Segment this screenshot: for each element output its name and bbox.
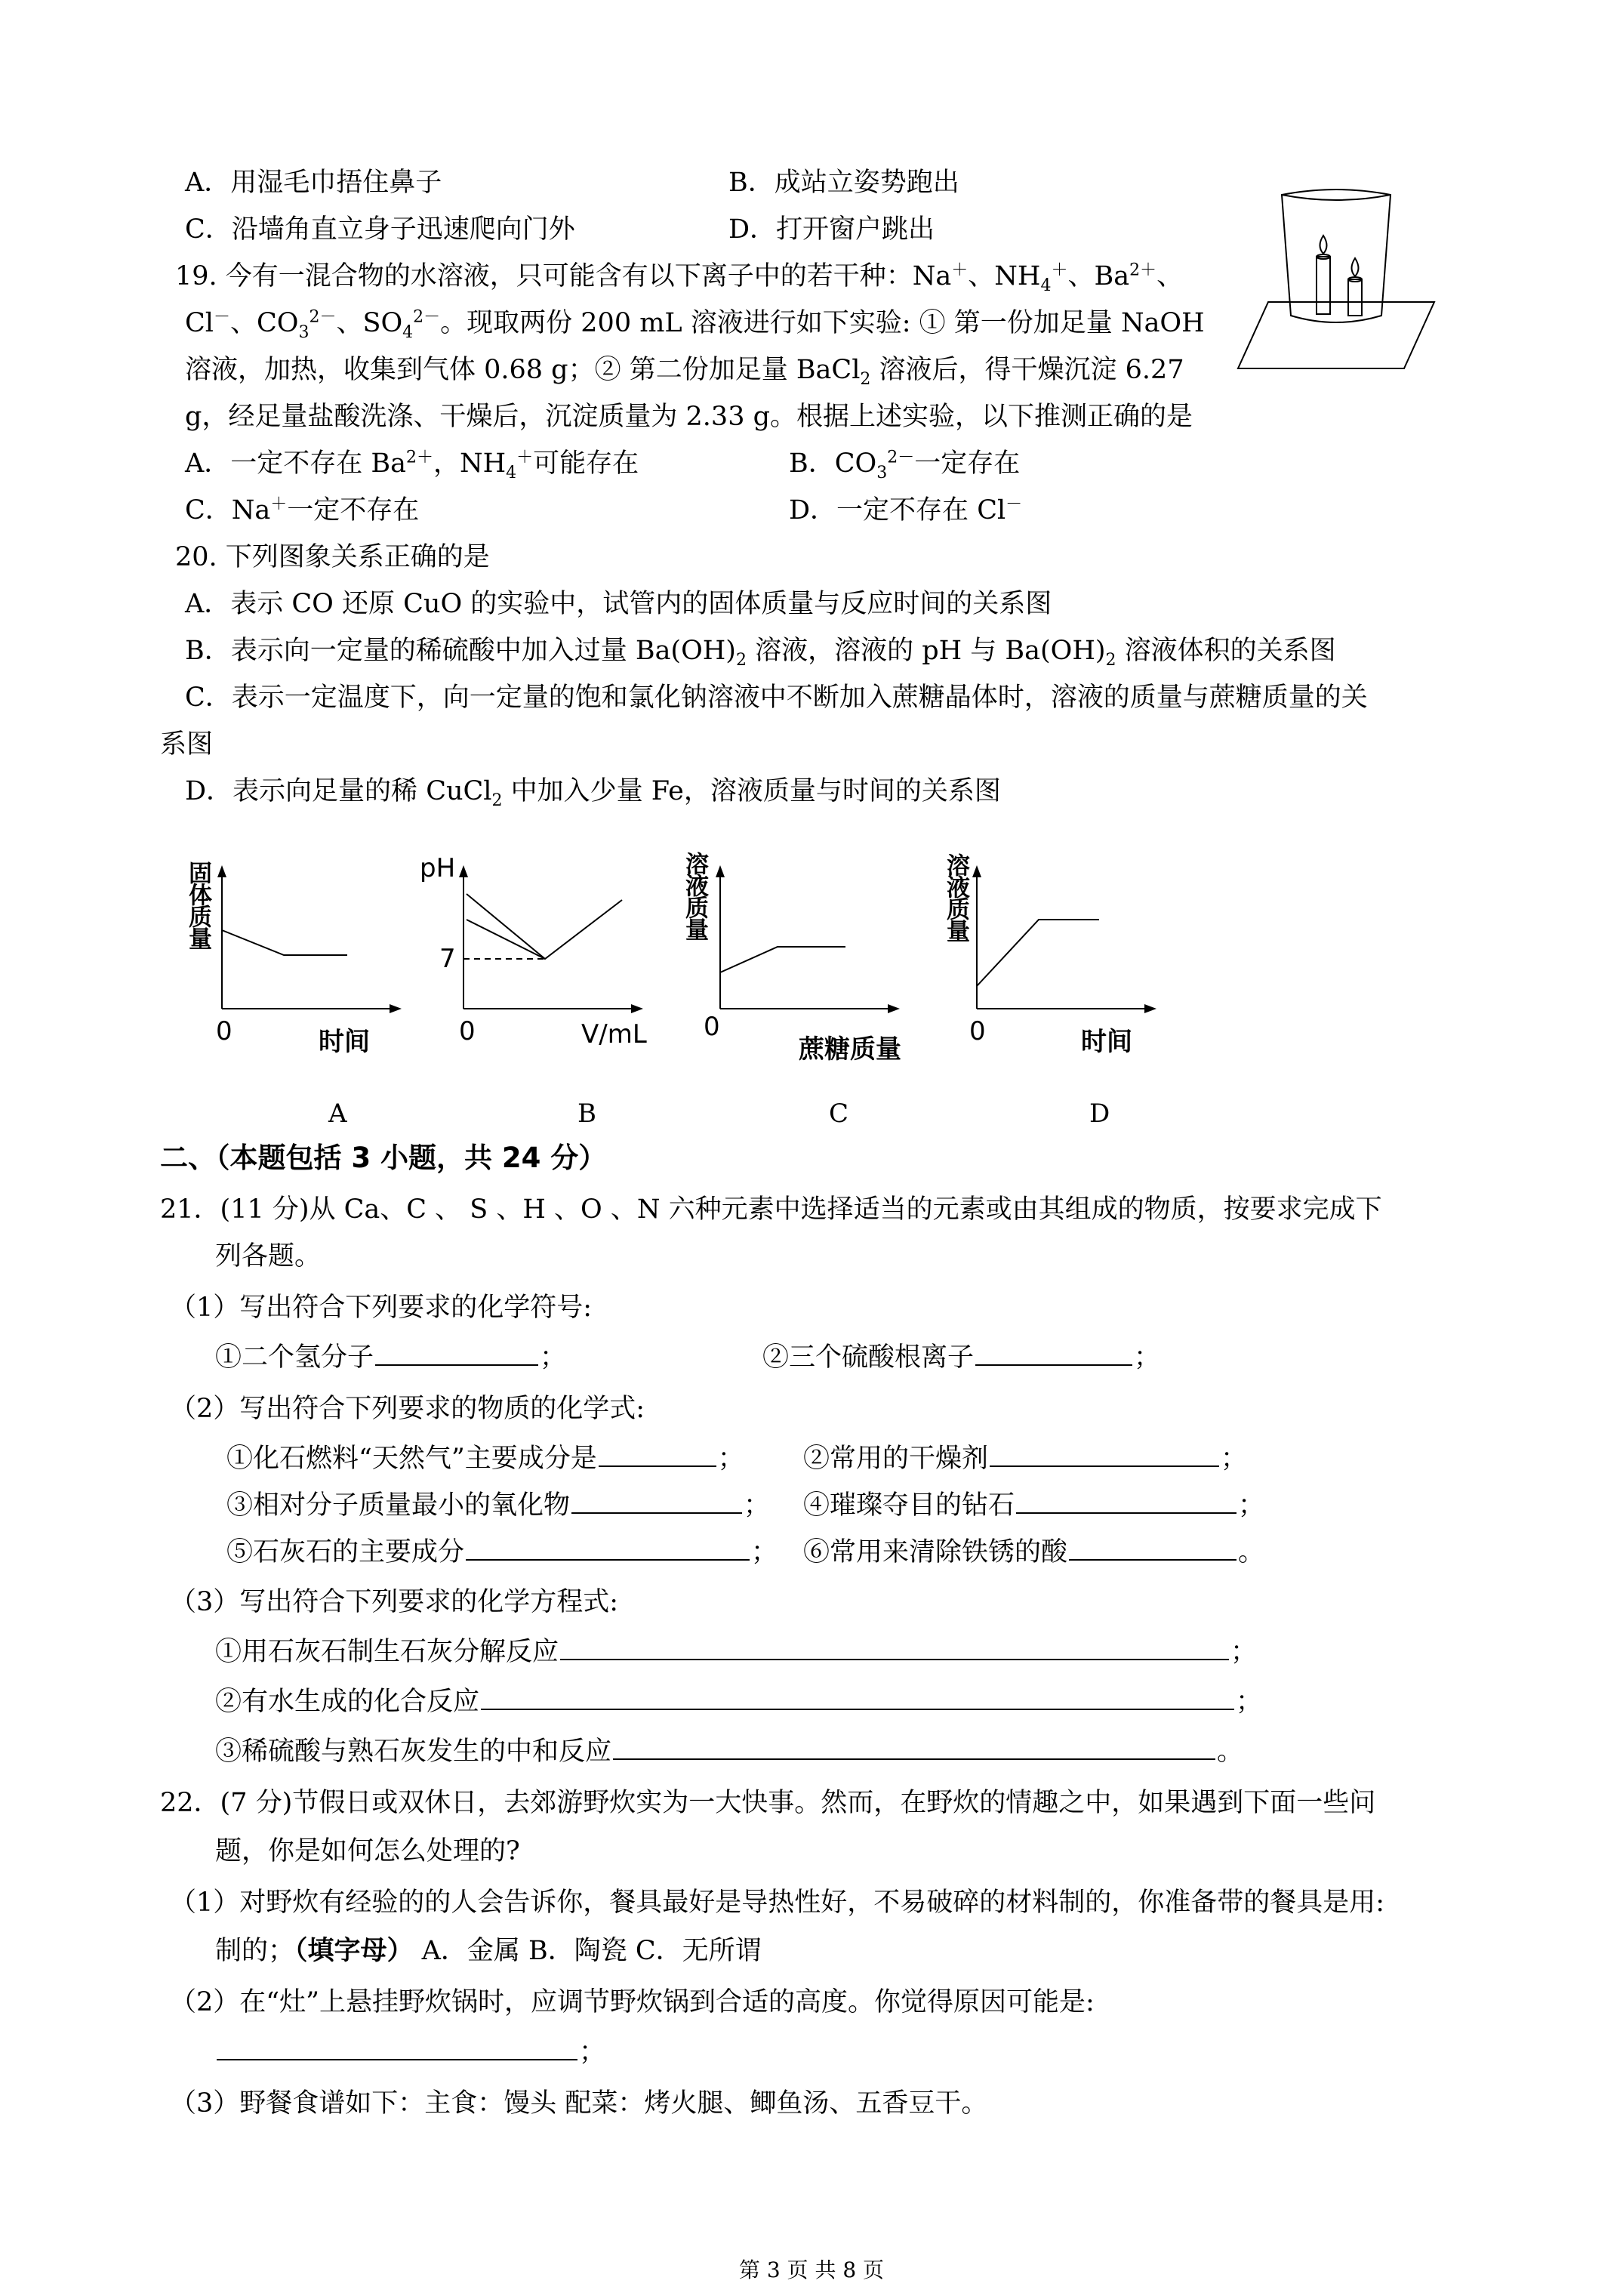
graph-d-letter: D <box>1089 1099 1110 1129</box>
answer-blank[interactable] <box>375 1342 538 1366</box>
q20-option-c-line-2: 系图 <box>160 729 214 760</box>
graph-b-xlabel: V/mL <box>581 1019 647 1049</box>
answer-blank[interactable] <box>1069 1536 1236 1561</box>
q22-part-1: （1）对野炊有经验的的人会告诉你，餐具最好是导热性好，不易破碎的材料制的，你准备带的餐具是用: <box>170 1888 1385 1918</box>
answer-blank[interactable] <box>560 1636 1229 1660</box>
q18-option-d: D．打开窗户跳出 <box>728 214 935 245</box>
graph-c <box>710 861 906 1027</box>
graph-d-ylabel: 溶液质量 <box>942 853 969 941</box>
answer-blank[interactable] <box>599 1443 716 1467</box>
q21-part-3: （3）写出符合下列要求的化学方程式: <box>170 1587 619 1617</box>
answer-blank[interactable] <box>481 1686 1234 1710</box>
q20-option-d: D．表示向足量的稀 CuCl$_2$ 中加入少量 Fe，溶液质量与时间的关系图 <box>185 776 1001 810</box>
q21-2e: ⑤石灰石的主要成分 ； <box>226 1537 778 1567</box>
q19-stem-line-4: g，经足量盐酸洗涤、干燥后，沉淀质量为 2.33 g。根据上述实验，以下推测正确的是 <box>185 402 1193 432</box>
graph-a-xlabel: 时间 <box>319 1027 370 1057</box>
q21-part-2: （2）写出符合下列要求的物质的化学式: <box>170 1394 645 1424</box>
q21-1a: ①二个氢分子 ； <box>215 1342 567 1373</box>
q20-stem: 20. 下列图象关系正确的是 <box>175 542 490 572</box>
q19-option-c: C．Na＋一定不存在 <box>185 495 420 525</box>
q19-option-b: B．$CO_3^{2-}$一定存在 <box>789 448 1021 482</box>
q21-2b: ②常用的干燥剂 ； <box>803 1444 1248 1474</box>
q21-part-1: （1）写出符合下列要求的化学符号: <box>170 1293 593 1323</box>
q19-option-d: D．一定不存在 Cl－ <box>789 495 1023 525</box>
graph-b-ylabel: pH <box>420 853 456 883</box>
graph-d-origin: 0 <box>969 1016 986 1046</box>
q22-part-2: （2）在“灶”上悬挂野炊锅时，应调节野炊锅到合适的高度。你觉得原因可能是: <box>170 1987 1095 2017</box>
q21-3a: ①用石灰石制生石灰分解反应 ； <box>215 1637 1258 1667</box>
graph-c-ylabel: 溶液质量 <box>681 852 708 939</box>
q19-stem-line-2: Cl－、$CO_3^{2-}$、$SO_4^{2-}$。现取两份 200 mL 溶液进行如下实验: ① 第一份加足量 NaOH <box>185 307 1205 342</box>
q20-option-b: B．表示向一定量的稀硫酸中加入过量 $Ba(OH)_2$ 溶液，溶液的 pH 与 $Ba(OH)_2$ 溶液体积的关系图 <box>185 636 1336 670</box>
q21-2c: ③相对分子质量最小的氧化物 ； <box>226 1490 771 1521</box>
answer-blank[interactable] <box>217 2036 577 2060</box>
q22-stem-line-1: 22．(7 分)节假日或双休日，去郊游野炊实为一大快事。然而，在野炊的情趣之中，如果遇到下面一些问 <box>160 1788 1376 1818</box>
q21-3b: ②有水生成的化合反应 ； <box>215 1687 1263 1717</box>
answer-blank[interactable] <box>613 1736 1215 1760</box>
q19-stem-line-3: 溶液，加热，收集到气体 0.68 g；② 第二份加足量 BaCl$_2$ 溶液后，得干燥沉淀 6.27 <box>185 355 1184 389</box>
graph-a-ylabel: 固体质量 <box>184 861 211 948</box>
q18-option-a: A．用湿毛巾捂住鼻子 <box>185 168 442 198</box>
q22-part-3: （3）野餐食谱如下：主食：馒头 配菜：烤火腿、鲫鱼汤、五香豆干。 <box>170 2088 988 2119</box>
q18-option-c: C．沿墙角直立身子迅速爬向门外 <box>185 214 575 245</box>
answer-blank[interactable] <box>466 1536 750 1561</box>
q20-option-c-line-1: C．表示一定温度下，向一定量的饱和氯化钠溶液中不断加入蔗糖晶体时，溶液的质量与蔗糖质量的关 <box>185 683 1368 713</box>
graph-a-letter: A <box>328 1099 347 1129</box>
graph-d <box>966 861 1163 1027</box>
graph-c-origin: 0 <box>704 1012 720 1042</box>
graph-b-letter: B <box>577 1099 596 1129</box>
q22-part-2-answer: ； <box>215 2036 605 2069</box>
q21-2d: ④璀璨夺目的钻石 ； <box>803 1490 1265 1521</box>
graph-c-letter: C <box>829 1099 849 1129</box>
q21-2a: ①化石燃料“天然气”主要成分是 ； <box>226 1444 744 1474</box>
answer-blank[interactable] <box>975 1342 1132 1366</box>
q21-3c: ③稀硫酸与熟石灰发生的中和反应 。 <box>215 1737 1244 1767</box>
graph-d-xlabel: 时间 <box>1081 1027 1132 1057</box>
answer-blank[interactable] <box>990 1443 1219 1467</box>
q21-stem-line-2: 列各题。 <box>215 1241 322 1271</box>
answer-blank[interactable] <box>571 1490 742 1514</box>
q20-option-a: A．表示 CO 还原 CuO 的实验中，试管内的固体质量与反应时间的关系图 <box>185 589 1052 619</box>
graph-b-origin: 0 <box>459 1016 476 1046</box>
q21-1b: ②三个硫酸根离子 ； <box>762 1342 1161 1373</box>
candle-jar-illustration <box>1238 181 1434 370</box>
graph-c-xlabel: 蔗糖质量 <box>799 1034 901 1065</box>
q22-stem-line-2: 题，你是如何怎么处理的? <box>215 1836 520 1866</box>
graph-a <box>211 861 408 1027</box>
q21-2f: ⑥常用来清除铁锈的酸 。 <box>803 1537 1265 1567</box>
q21-stem-line-1: 21．(11 分)从 Ca、C 、 S 、H 、O 、N 六种元素中选择适当的元素或由其组成的物质，按要求完成下 <box>160 1194 1382 1225</box>
q18-option-b: B．成站立姿势跑出 <box>728 168 959 198</box>
q19-option-a: A．一定不存在 $Ba^{2+}$，$NH_4^+$可能存在 <box>185 448 639 482</box>
section-2-title: 二、（本题包括 3 小题，共 24 分） <box>160 1142 607 1174</box>
graph-b <box>453 861 649 1027</box>
graph-b-tick-7: 7 <box>439 944 456 974</box>
graph-a-origin: 0 <box>216 1016 233 1046</box>
q19-stem-line-1: 19. 今有一混合物的水溶液，只可能含有以下离子中的若干种：Na＋、$NH_4^+$、$Ba^{2+}$、 <box>175 260 1184 295</box>
page-footer: 第 3 页 共 8 页 <box>738 2257 885 2282</box>
q22-part-1b: 制的；（填字母） A．金属 B．陶瓷 C．无所谓 <box>215 1936 762 1966</box>
answer-blank[interactable] <box>1016 1490 1236 1514</box>
